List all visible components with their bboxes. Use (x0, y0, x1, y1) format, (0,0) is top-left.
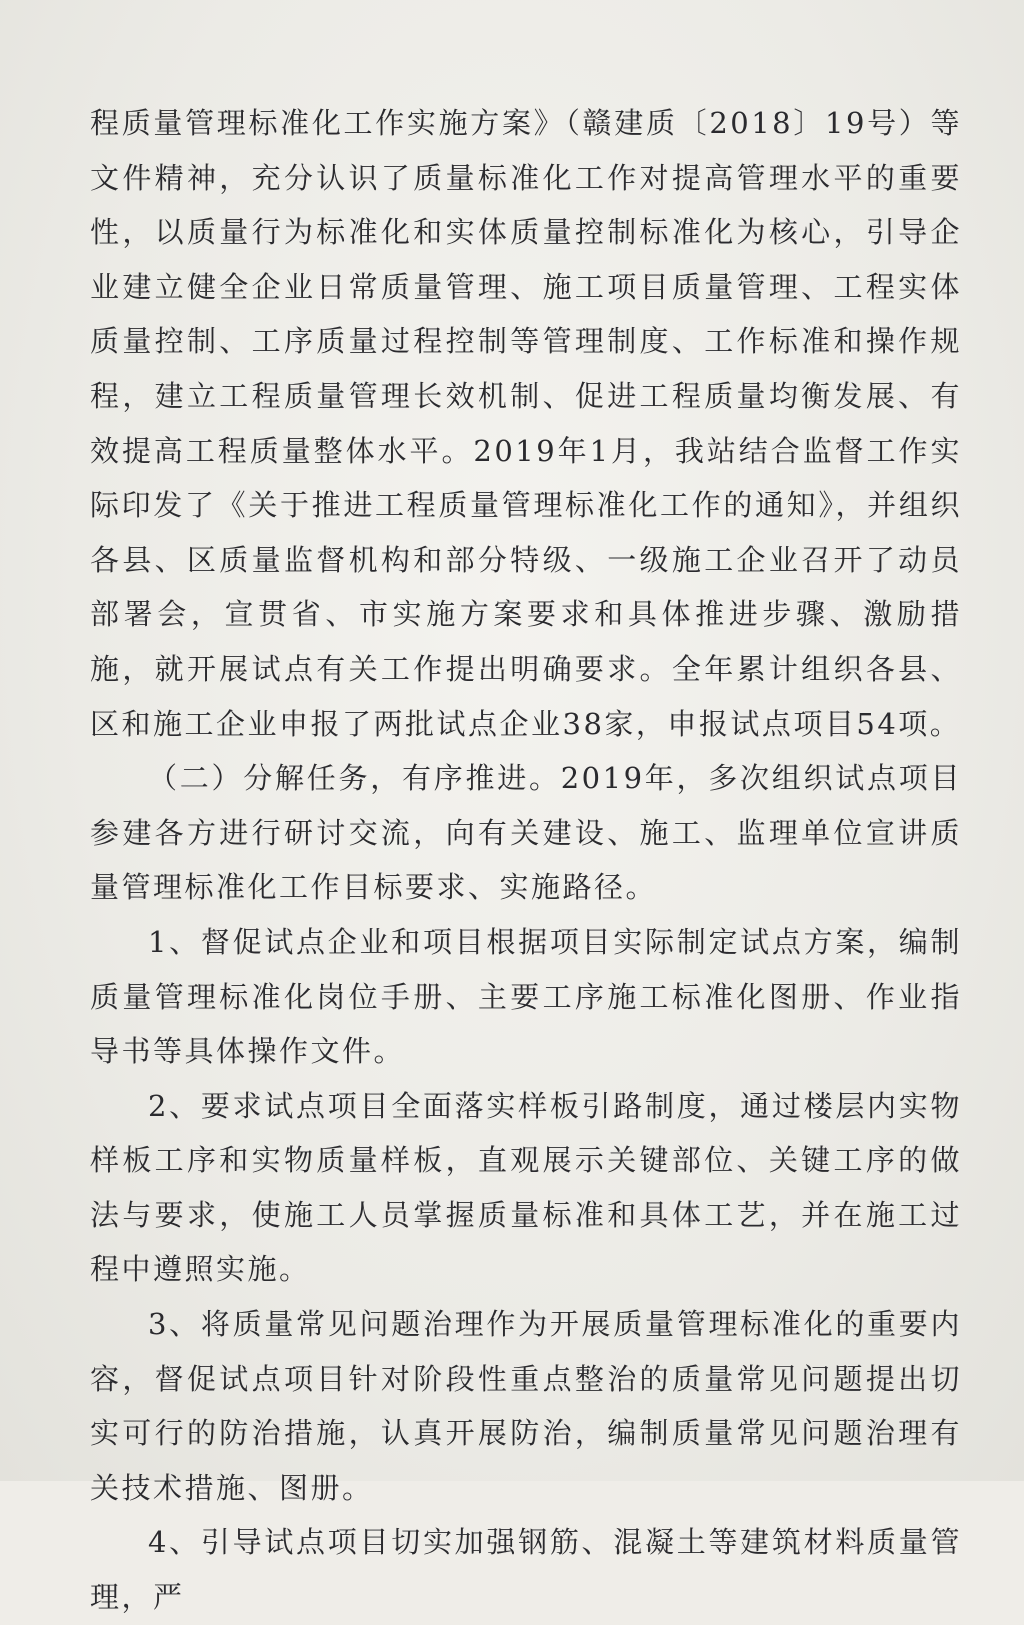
paragraph-4: 2、要求试点项目全面落实样板引路制度，通过楼层内实物样板工序和实物质量样板，直观展示关键部位、关键工序的做法与要求，使施工人员掌握质量标准和具体工艺，并在施工过程中遵照实施。 (90, 1088, 962, 1287)
paragraph-6: 4、引导试点项目切实加强钢筋、混凝土等建筑材料质量管理，严 (90, 1525, 962, 1615)
paragraph-5: 3、将质量常见问题治理作为开展质量管理标准化的重要内容，督促试点项目针对阶段性重点整治的质量常见问题提出切实可行的防治措施，认真开展防治，编制质量常见问题治理有关技术措施、图册。 (90, 1307, 962, 1505)
paragraph-3: 1、督促试点企业和项目根据项目实际制定试点方案，编制质量管理标准化岗位手册、主要工序施工标准化图册、作业指导书等具体操作文件。 (90, 924, 962, 1069)
paragraph-2: （二）分解任务，有序推进。2019年，多次组织试点项目参建各方进行研讨交流，向有关建设、施工、监理单位宣讲质量管理标准化工作目标要求、实施路径。 (90, 761, 962, 905)
paragraph-1: 程质量管理标准化工作实施方案》（赣建质〔2018〕19号）等文件精神，充分认识了质量标准化工作对提高管理水平的重要性，以质量行为标准化和实体质量控制标准化为核心，引导企业建立健全企业日常质量管理、施工项目质量管理、工程实体质量控制、工序质量过程控制等管理制度、工作标准和操作规程，建立工程质量管理长效机制、促进工程质量均衡发展、有效提高工程质量整体水平。2019年1月，我站结合监督工作实际印发了《关于推进工程质量管理标准化工作的通知》，并组织各县、区质量监督机构和部分特级、一级施工企业召开了动员部署会，宣贯省、市实施方案要求和具体推进步骤、激励措施，就开展试点有关工作提出明确要求。全年累计组织各县、区和施工企业申报了两批试点企业38家，申报试点项目54项。 (90, 106, 962, 741)
